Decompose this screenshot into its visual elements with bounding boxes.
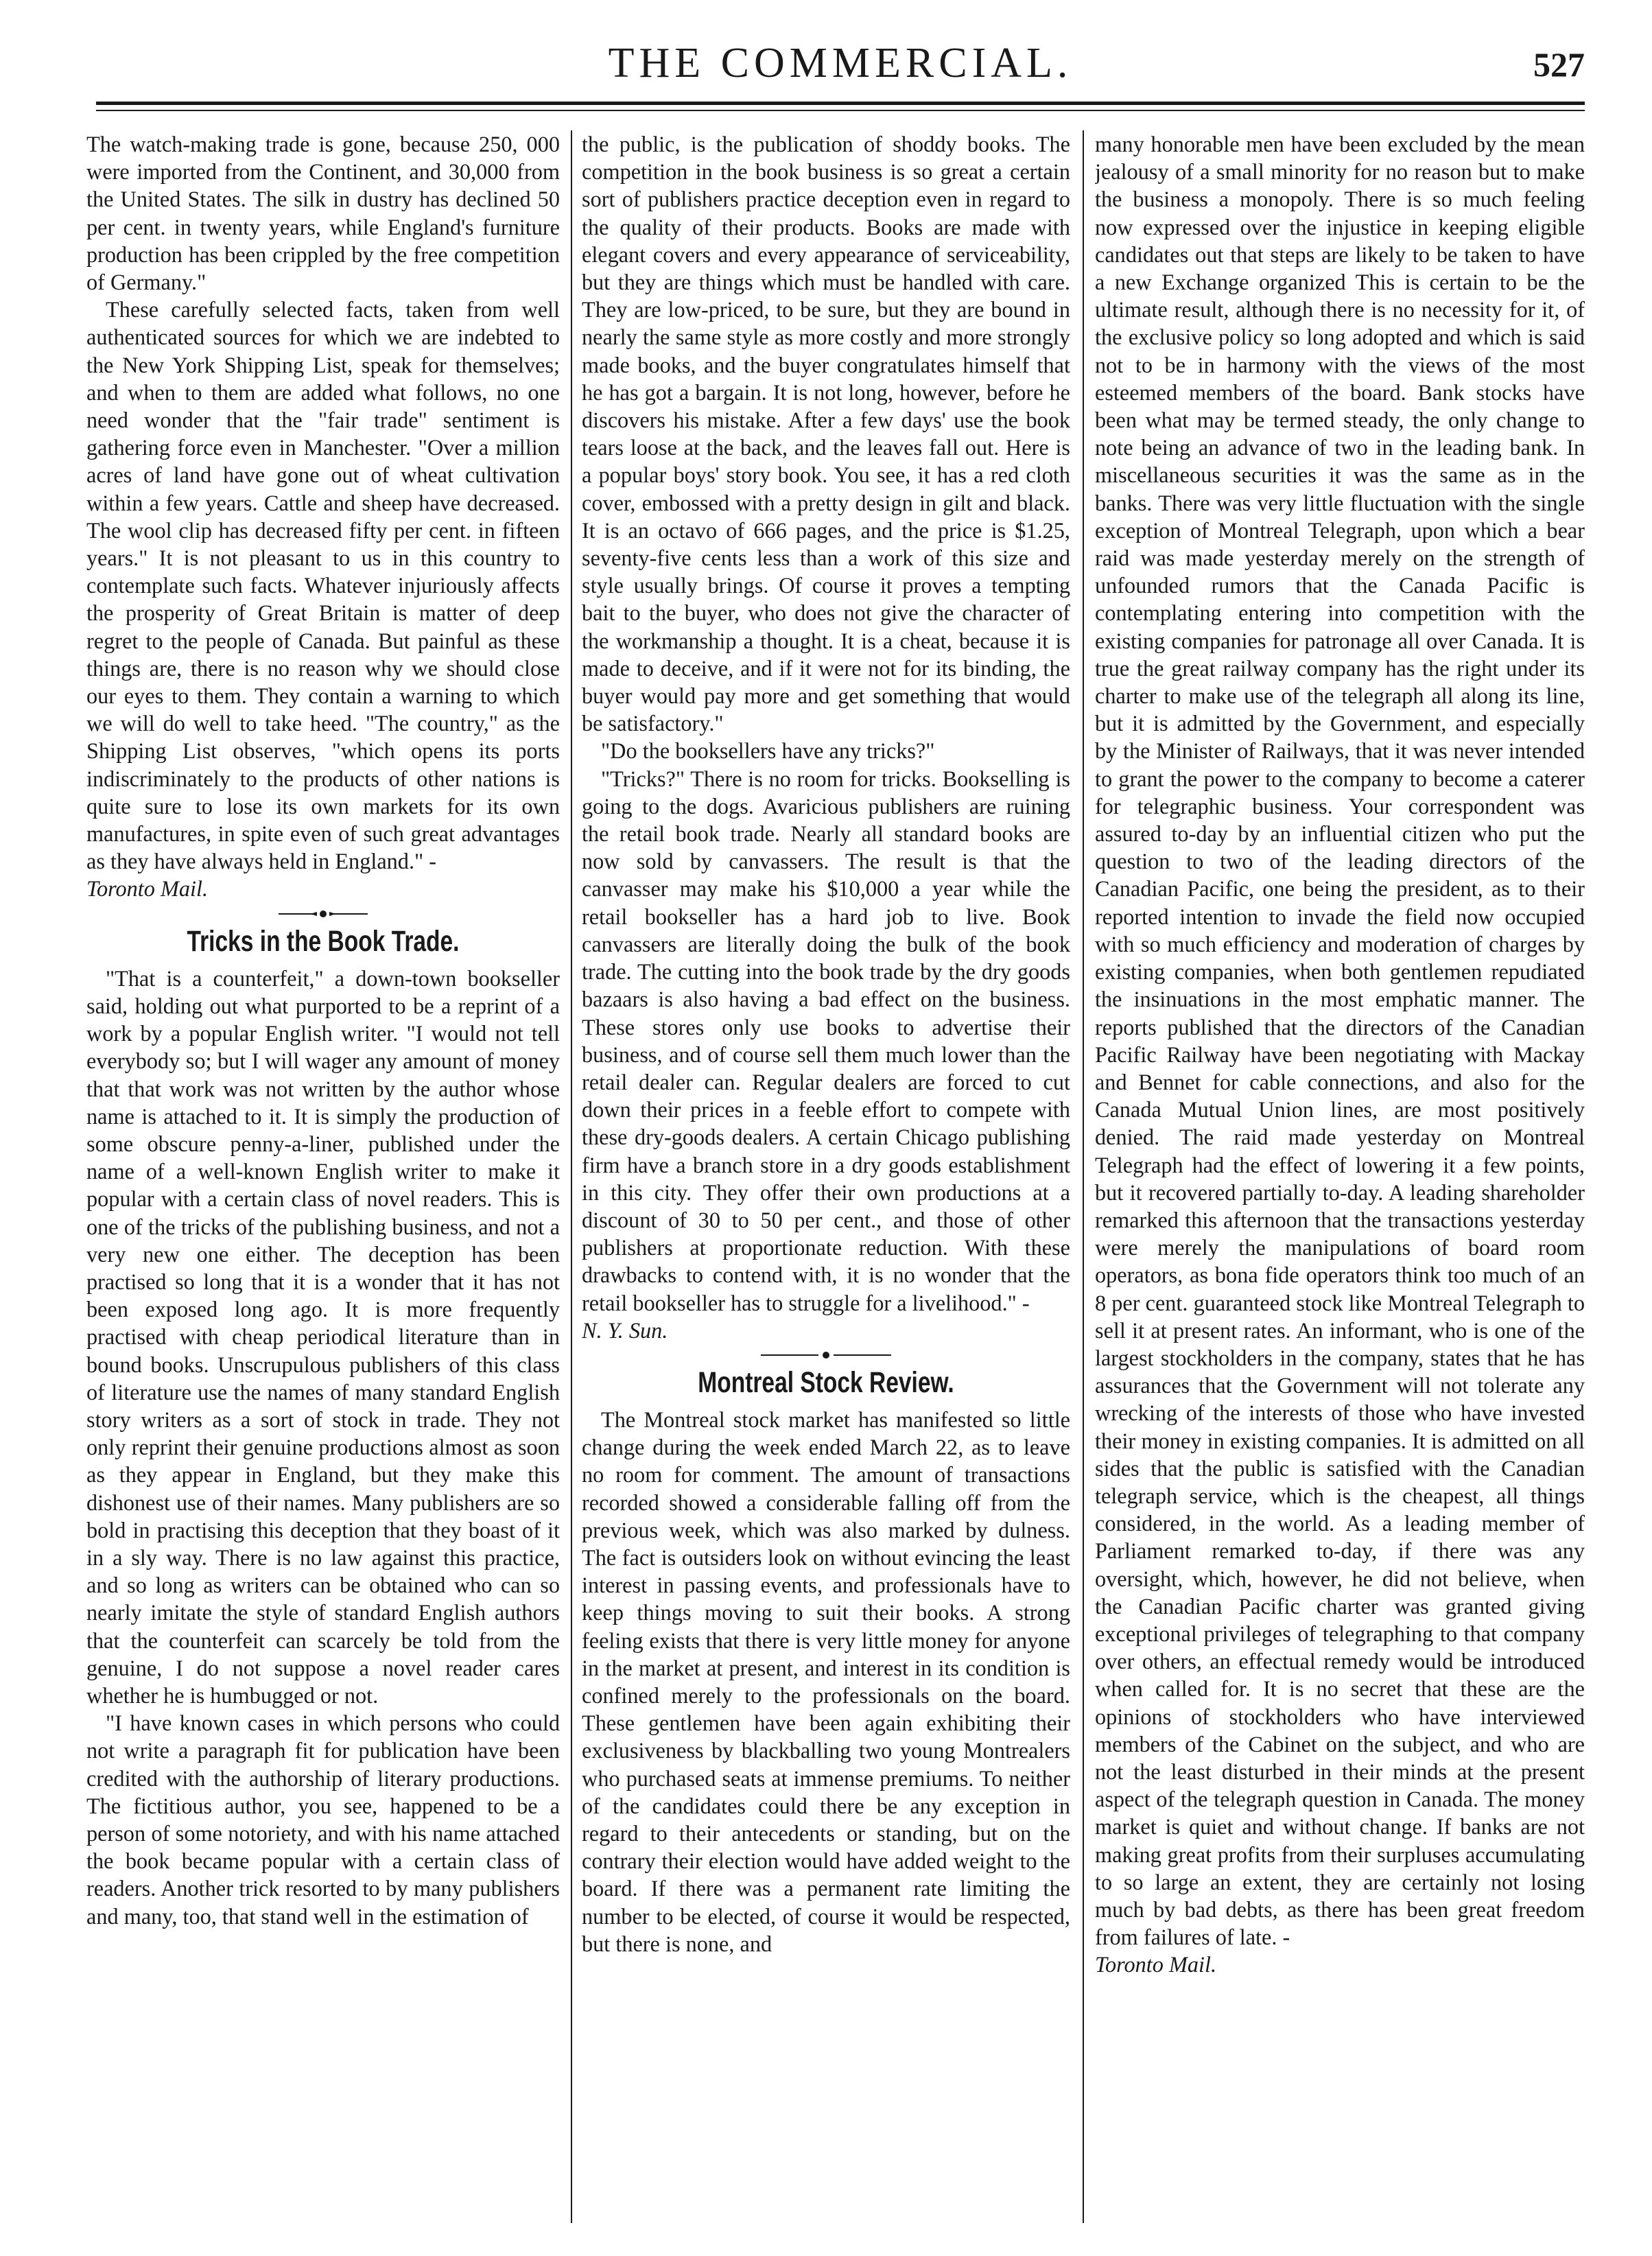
- ornamental-divider: [582, 1348, 1070, 1363]
- paragraph: "I have known cases in which persons who could not write a paragraph fit for publication have been credited with the authorship of literary productions. The fictitious author, you see, happened to be a person of some notoriety, and with his name attached the book became popular with a certain class of readers. Another trick resorted to by many publishers and many, too, that stand well in the estimation of: [86, 1711, 560, 1929]
- section-title: Montreal Stock Review.: [698, 1365, 954, 1399]
- article-attribution: Toronto Mail.: [1095, 1952, 1217, 1977]
- paragraph: the public, is the publication of shoddy books. The competition in the book business is so great a certain sort of publishers practice deception even in regard to the quality of their products. Books are made with elegant covers and every appearance of serviceability, but they are things which must be handled with care. They are low-priced, to be sure, but they are bound in nearly the same style as more costly and more strongly made books, and the buyer congratulates himself that he has got a bargain. It is not long, however, before he discovers his mistake. After a few days' use the book tears loose at the back, and the leaves fall out. Here is a popular boys' story book. You see, it has a red cloth cover, embossed with a pretty design in gilt and black. It is an octavo of 666 pages, and the price is $1.25, seventy-five cents less than a work of this size and style usually brings. Of course it proves a tempting bait to the buyer, who does not give the character of the workmanship a thought. It is a cheat, because it is made to deceive, and if it were not for its binding, the buyer would pay more and get something that would be satisfactory.": [582, 132, 1070, 736]
- page-header: [96, 33, 1585, 95]
- column-divider: [571, 130, 572, 2223]
- paragraph: "Do the booksellers have any tricks?": [601, 738, 935, 764]
- header-rule-thin: [96, 110, 1585, 111]
- header-rule-thick: [96, 102, 1585, 105]
- column-divider: [1083, 130, 1084, 2223]
- ornamental-divider: [86, 907, 560, 922]
- masthead: THE COMMERCIAL.: [608, 40, 1073, 86]
- article-attribution: N. Y. Sun.: [582, 1317, 668, 1343]
- paragraph: many honorable men have been excluded by the mean jealousy of a small minority for no reason but to make the business a monopoly. There is so much feeling now expressed over the injustice in keeping eligible candidates out that steps are likely to be taken to have a new Exchange organized This is certain to be the ultimate result, although there is no necessity for it, of the exclusive policy so long adopted and which is said not to be in harmony with the views of the most esteemed members of the board. Bank stocks have been what may be termed steady, the only change to note being an advance of two in the leading bank. In miscellaneous securities it was the same as in the banks. There was very little fluctuation with the single exception of Montreal Telegraph, upon which a bear raid was made yesterday merely on the strength of unfounded rumors that the Canada Pacific is contemplating entering into competition with the existing companies for patronage all over Canada. It is true the great railway company has the right under its charter to make use of the telegraph all along its line, but it is admitted by the Government, and especially by the Minister of Railways, that it was never intended to grant the power to the company to become a caterer for telegraphic business. Your correspondent was assured to-day by an influential citizen who put the question to two of the leading directors of the Canadian Pacific, one being the president, as to their reported intention to invade the field now occupied with so much efficiency and moderation of charges by existing companies, when both gentlemen repudiated the insinuations in the most emphatic manner. The reports published that the directors of the Canadian Pacific Railway have been negotiating with Mackay and Bennet for cable connections, and also for the Canada Mutual Union lines, are most positively denied. The raid made yesterday on Montreal Telegraph had the effect of lowering it a few points, but it recovered partially to-day. A leading shareholder remarked this afternoon that the transactions yesterday were merely the manipulations of board room operators, as bona fide operators think too much of an 8 per cent. guaranteed stock like Montreal Telegraph to sell it at present rates. An informant, who is one of the largest stockholders in the company, states that he has assurances that the Government will not tolerate any wrecking of the interests of those who have invested their money in existing companies. It is admitted on all sides that the public is satisfied with the Canadian telegraph service, which is the cheapest, all things considered, in the world. As a leading member of Parliament remarked to-day, if there was any oversight, which, however, he did not believe, when the Canadian Pacific charter was granted giving exceptional privileges of telegraphing to that company over others, an effectual remedy would be introduced when called for. It is no secret that these are the opinions of stockholders who have interviewed members of the Cabinet on the subject, and who are not the least disturbed in their minds at the present aspect of the telegraph question in Canada. The money market is quiet and without change. If banks are not making great profits from their surpluses accumulating to so large an extent, they are certainly not losing much by bad debts, as there has been great freedom from failures of late. -: [1095, 132, 1585, 1950]
- paragraph: "That is a counterfeit," a down-town bookseller said, holding out what purported to be a reprint of a work by a popular English writer. "I would not tell everybody so; but I will wager any amount of money that that work was not written by the author whose name is attached to it. It is simply the production of some obscure penny-a-liner, published under the name of a well-known English writer to make it popular with a certain class of novel readers. This is one of the tricks of the publishing business, and not a very new one either. The deception has been practised so long that it is a wonder that it has not been exposed long ago. It is more frequently practised with cheap periodical literature than in bound books. Unscrupulous publishers of this class of literature use the names of many standard English story writers as a sort of stock in trade. They not only reprint their genuine productions almost as soon as they appear in England, but they make this dishonest use of their names. Many publishers are so bold in practising this deception that they boast of it in a sly way. There is no law against this practice, and so long as writers can be obtained who can so nearly imitate the style of standard English authors that the counterfeit can scarcely be told from the genuine, I do not suppose a novel reader cares whether he is humbugged or not.: [86, 965, 560, 1708]
- paragraph: The Montreal stock market has manifested so little change during the week ended March 22, as to leave no room for comment. The amount of transactions recorded showed a considerable falling off from the previous week, which was also marked by dulness. The fact is outsiders look on without evincing the least interest in passing events, and professionals have to keep things moving to suit their books. A strong feeling exists that there is very little money for anyone in the market at present, and interest in its condition is confined merely to the professionals on the board. These gentlemen have been again exhibiting their exclusiveness by blackballing two young Montrealers who purchased seats at immense premiums. To neither of the candidates could there be any exception in regard to their antecedents or standing, but on the contrary their election would have added weight to the board. If there was a permanent rate limiting the number to be elected, of course it would be respected, but there is none, and: [582, 1407, 1070, 1956]
- column-3: [1095, 130, 1585, 2223]
- paragraph: The watch-making trade is gone, because 250, 000 were imported from the Continent, and 30,000 from the United States. The silk in dustry has declined 50 per cent. in twenty years, while England's furniture production has been crippled by the free competition of Germany.": [86, 132, 560, 295]
- column-2: [582, 130, 1070, 2223]
- column-1: [86, 130, 560, 2223]
- paragraph: These carefully selected facts, taken from well authenticated sources for which we are indebted to the New York Shipping List, speak for themselves; and when to them are added what follows, no one need wonder that the "fair trade" sentiment is gathering force even in Manchester. "Over a million acres of land have gone out of wheat cultivation within a few years. Cattle and sheep have decreased. The wool clip has decreased fifty per cent. in fifteen years." It is not pleasant to us in this country to contemplate such facts. Whatever injuriously affects the prosperity of Great Britain is matter of deep regret to the people of Canada. But painful as these things are, there is no reason why we should close our eyes to them. They contain a warning to which we will do well to take heed. "The country," as the Shipping List observes, "which opens its ports indiscriminately to the products of other nations is quite sure to lose its own markets for its own manufactures, in spite even of such great advantages as they have always held in England." -: [86, 297, 560, 874]
- paragraph: "Tricks?" There is no room for tricks. Bookselling is going to the dogs. Avaricious publishers are ruining the retail book trade. Nearly all standard books are now sold by canvassers. The result is that the canvasser may make his $10,000 a year while the retail bookseller has a hard job to live. Book canvassers are literally doing the bulk of the book trade. The cutting into the book trade by the dry goods bazaars is also having a bad effect on the business. These stores only use books to advertise their business, and of course sell them much lower than the retail dealer can. Regular dealers are forced to cut down their prices in a feeble effort to compete with these dry-goods dealers. A certain Chicago publishing firm have a branch store in a dry goods establishment in this city. They offer their own productions at a discount of 30 to 50 per cent., and those of other publishers at proportionate reduction. With these drawbacks to contend with, it is no wonder that the retail bookseller has to struggle for a livelihood." -: [582, 766, 1070, 1315]
- page-number: 527: [1533, 45, 1585, 84]
- section-title: Tricks in the Book Trade.: [187, 924, 460, 958]
- article-attribution: Toronto Mail.: [86, 876, 209, 902]
